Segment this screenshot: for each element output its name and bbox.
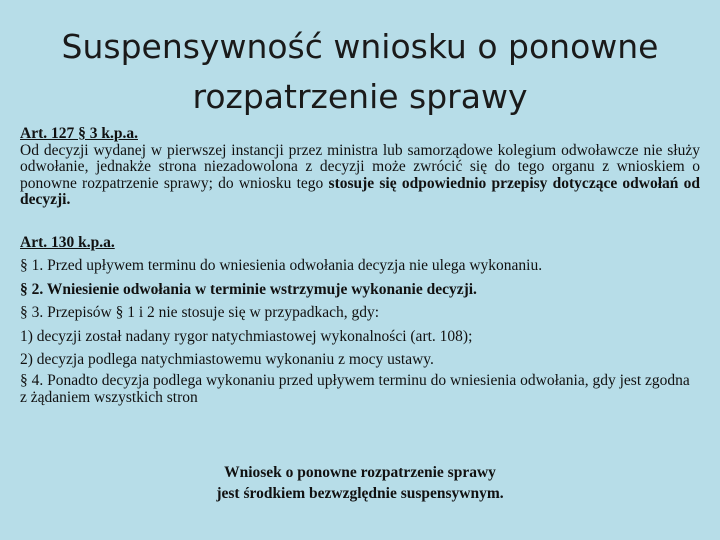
slide-body	[20, 126, 700, 406]
art127-text-plain: Od decyzji wydanej w pierwszej instancji przez ministra lub samorządowe kolegium odwoławcze nie służy odwołanie, jednakże strona niezadowolona z decyzji może zwrócić się do tego organu z wnioskiem o ponowne rozpatrzenie sprawy; do wniosku tego	[20, 141, 700, 192]
conclusion-line1: Wniosek o ponowne rozpatrzenie sprawy	[224, 464, 496, 481]
slide-title: Suspensywność wniosku o ponowne rozpatrzenie sprawy	[61, 27, 659, 116]
art130-block	[20, 231, 700, 406]
art130-p1: § 1. Przed upływem terminu do wniesienia odwołania decyzja nie ulega wykonaniu.	[20, 257, 543, 274]
art130-heading: Art. 130 k.p.a.	[20, 233, 115, 251]
art127-text-bold: stosuje się odpowiednio przepisy dotyczące odwołań od decyzji.	[20, 174, 701, 208]
conclusion	[20, 462, 700, 504]
art127-block	[20, 126, 700, 209]
art127-heading: Art. 127 § 3 k.p.a.	[20, 125, 138, 142]
art130-p3-item1: 1) decyzji został nadany rygor natychmiastowej wykonalności (art. 108);	[20, 327, 473, 345]
art130-p3-item2: 2) decyzja podlega natychmiastowemu wykonaniu z mocy ustawy.	[20, 351, 434, 368]
art130-p4: § 4. Ponadto decyzja podlega wykonaniu przed upływem terminu do wniesienia odwołania, gdy jest zgodna z żądaniem wszystkich stron	[20, 371, 690, 406]
art127-text	[20, 143, 700, 209]
conclusion-line2: jest środkiem bezwzględnie suspensywnym.	[216, 485, 504, 502]
art130-p2: § 2. Wniesienie odwołania w terminie wstrzymuje wykonanie decyzji.	[20, 280, 477, 298]
art130-p3: § 3. Przepisów § 1 i 2 nie stosuje się w przypadkach, gdy:	[20, 304, 380, 321]
